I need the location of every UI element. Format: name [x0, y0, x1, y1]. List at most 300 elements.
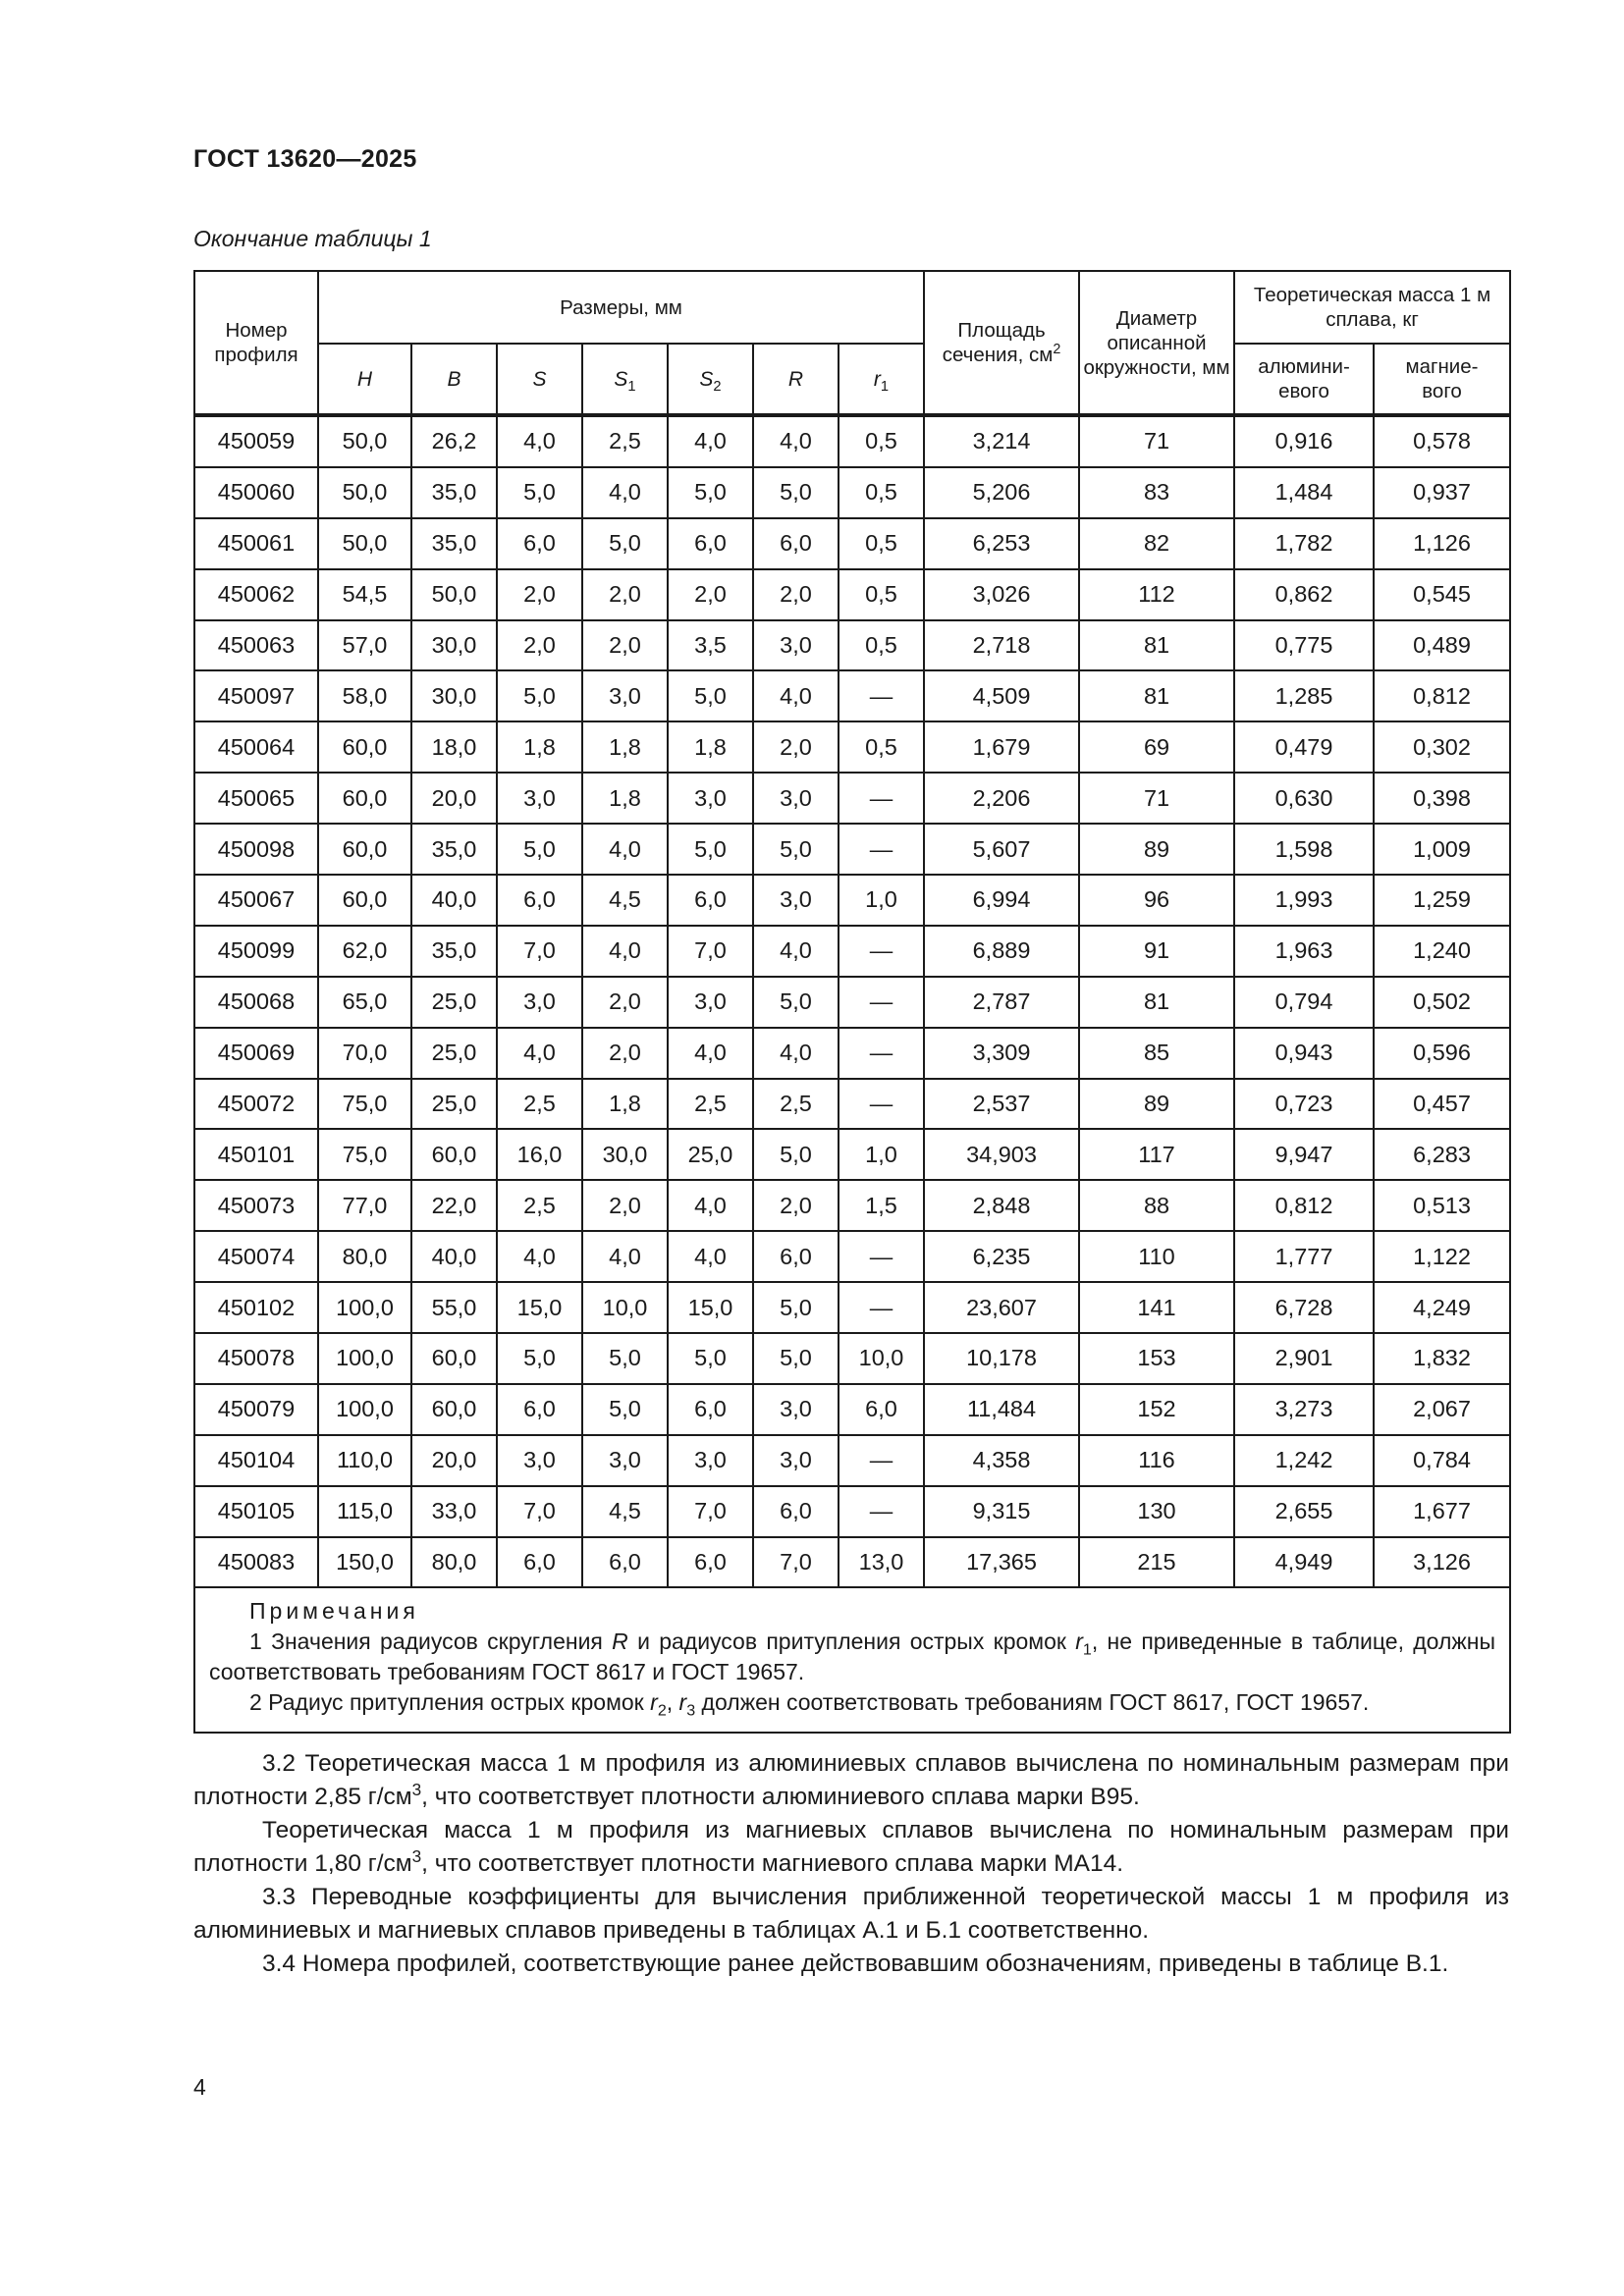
table-cell: 4,0	[582, 467, 668, 518]
table-cell: 130	[1079, 1486, 1234, 1537]
table-cell: 1,8	[582, 721, 668, 773]
table-cell: 1,8	[668, 721, 753, 773]
table-cell: 117	[1079, 1129, 1234, 1180]
table-cell: 0,513	[1374, 1180, 1510, 1231]
table-cell: 13,0	[839, 1537, 924, 1588]
note-2-separator: ,	[666, 1689, 679, 1716]
table-cell: 60,0	[318, 773, 411, 824]
table-row	[194, 1537, 1510, 1588]
note-1-symbol-r-sub: 1	[1082, 1641, 1092, 1660]
table-cell: 110	[1079, 1231, 1234, 1282]
table-cell: 18,0	[411, 721, 497, 773]
table-cell: 5,0	[753, 467, 839, 518]
table-cell: 450079	[194, 1384, 318, 1435]
table-row	[194, 824, 1510, 875]
header-S1-base: S	[614, 367, 628, 391]
table-cell: 3,0	[753, 1384, 839, 1435]
table-cell: 89	[1079, 824, 1234, 875]
table-cell: 1,963	[1234, 926, 1374, 977]
table-cell: 1,0	[839, 1129, 924, 1180]
header-mass-magnesium: магние- вого	[1374, 344, 1510, 415]
table-cell: 35,0	[411, 824, 497, 875]
table-cell: 82	[1079, 518, 1234, 569]
table-cell: 9,315	[924, 1486, 1079, 1537]
table-cell: 115,0	[318, 1486, 411, 1537]
table-cell: 4,5	[582, 875, 668, 926]
header-dimensions: Размеры, мм	[318, 271, 924, 344]
table-row	[194, 773, 1510, 824]
note-2-part-a: 2 Радиус притупления острых кромок	[249, 1689, 651, 1716]
note-2-symbol-r2-sub: 2	[657, 1702, 667, 1721]
header-mass-aluminium: алюмини- евого	[1234, 344, 1374, 415]
table-cell: 1,484	[1234, 467, 1374, 518]
header-diameter: Диаметр описанной окружности, мм	[1079, 271, 1234, 415]
table-cell: 6,0	[753, 1231, 839, 1282]
table-cell: 450073	[194, 1180, 318, 1231]
table-cell: 6,889	[924, 926, 1079, 977]
header-S2	[668, 344, 753, 415]
paragraph-3-2-part-b: , что соответствует плотности алюминиевого сплава марки В95.	[421, 1784, 1140, 1810]
table-cell: 450099	[194, 926, 318, 977]
table-cell: 1,8	[582, 1079, 668, 1130]
table-cell: 1,009	[1374, 824, 1510, 875]
table-cell: 0,794	[1234, 977, 1374, 1028]
header-H: H	[318, 344, 411, 415]
table-cell: 40,0	[411, 875, 497, 926]
table-cell: 450064	[194, 721, 318, 773]
table-cell: 3,0	[497, 977, 582, 1028]
table-cell: 88	[1079, 1180, 1234, 1231]
table-cell: 0,578	[1374, 415, 1510, 467]
table-cell: 16,0	[497, 1129, 582, 1180]
header-S1	[582, 344, 668, 415]
table-cell: —	[839, 824, 924, 875]
table-cell: 2,0	[753, 1180, 839, 1231]
table-cell: 6,0	[497, 518, 582, 569]
table-cell: 0,812	[1374, 670, 1510, 721]
table-cell: 50,0	[318, 415, 411, 467]
table-cell: 110,0	[318, 1435, 411, 1486]
table-cell: 2,5	[668, 1079, 753, 1130]
table-cell: 77,0	[318, 1180, 411, 1231]
note-1-part-c: , не приведенные в таблице, должны соответствовать требованиям ГОСТ 8617 и ГОСТ 19657.	[209, 1629, 1495, 1685]
table-cell: 3,0	[582, 670, 668, 721]
table-cell: 450063	[194, 620, 318, 671]
table-cell: 0,5	[839, 620, 924, 671]
table-cell: 85	[1079, 1028, 1234, 1079]
table-cell: 5,0	[582, 1333, 668, 1384]
header-R: R	[753, 344, 839, 415]
table-cell: 0,723	[1234, 1079, 1374, 1130]
table-cell: 5,0	[497, 1333, 582, 1384]
table-cell: 62,0	[318, 926, 411, 977]
table-cell: 0,5	[839, 415, 924, 467]
table-cell: 75,0	[318, 1079, 411, 1130]
header-B: B	[411, 344, 497, 415]
table-cell: 450098	[194, 824, 318, 875]
table-cell: 3,0	[753, 620, 839, 671]
table-cell: 60,0	[318, 721, 411, 773]
table-cell: 450104	[194, 1435, 318, 1486]
table-cell: 6,0	[668, 875, 753, 926]
paragraph-magnesium-mass	[193, 1814, 1509, 1881]
table-cell: 89	[1079, 1079, 1234, 1130]
table-cell: 60,0	[318, 875, 411, 926]
table-cell: 0,775	[1234, 620, 1374, 671]
table-cell: 450062	[194, 569, 318, 620]
table-cell: 4,0	[753, 670, 839, 721]
table-cell: 7,0	[668, 926, 753, 977]
table-cell: 71	[1079, 773, 1234, 824]
table-cell: 0,302	[1374, 721, 1510, 773]
notes-title: Примечания	[249, 1598, 419, 1625]
table-cell: 4,949	[1234, 1537, 1374, 1588]
table-cell: 50,0	[318, 467, 411, 518]
table-cell: 150,0	[318, 1537, 411, 1588]
table-cell: 450059	[194, 415, 318, 467]
table-cell: 83	[1079, 467, 1234, 518]
table-cell: 26,2	[411, 415, 497, 467]
table-cell: 450068	[194, 977, 318, 1028]
table-cell: 75,0	[318, 1129, 411, 1180]
table-cell: 450060	[194, 467, 318, 518]
table-cell: 4,0	[582, 824, 668, 875]
table-cell: 2,0	[497, 569, 582, 620]
table-cell: 0,596	[1374, 1028, 1510, 1079]
table-cell: 4,0	[497, 1028, 582, 1079]
table-cell: 30,0	[582, 1129, 668, 1180]
table-cell: 6,994	[924, 875, 1079, 926]
table-cell: 33,0	[411, 1486, 497, 1537]
table-cell: 5,0	[497, 670, 582, 721]
paragraph-magnesium-sup: 3	[411, 1845, 422, 1866]
table-cell: 10,0	[582, 1282, 668, 1333]
table-cell: —	[839, 926, 924, 977]
table-cell: —	[839, 1028, 924, 1079]
table-cell: 0,784	[1374, 1435, 1510, 1486]
table-cell: 2,206	[924, 773, 1079, 824]
table-row	[194, 1282, 1510, 1333]
header-S2-base: S	[699, 367, 714, 391]
header-area	[924, 271, 1079, 415]
table-cell: —	[839, 1231, 924, 1282]
table-cell: 450067	[194, 875, 318, 926]
table-cell: 81	[1079, 620, 1234, 671]
table-cell: 71	[1079, 415, 1234, 467]
table-cell: 80,0	[318, 1231, 411, 1282]
table-cell: 1,285	[1234, 670, 1374, 721]
note-1	[209, 1627, 1495, 1687]
table-cell: 5,0	[753, 977, 839, 1028]
table-cell: 0,457	[1374, 1079, 1510, 1130]
table-cell: 450083	[194, 1537, 318, 1588]
table-cell: 2,0	[753, 721, 839, 773]
table-cell: 4,0	[668, 415, 753, 467]
table-cell: 4,0	[753, 1028, 839, 1079]
table-cell: 2,848	[924, 1180, 1079, 1231]
table-cell: 11,484	[924, 1384, 1079, 1435]
table-cell: 152	[1079, 1384, 1234, 1435]
table-cell: 5,0	[753, 824, 839, 875]
table-cell: 4,0	[582, 926, 668, 977]
table-body	[194, 415, 1510, 1587]
table-cell: 3,0	[668, 977, 753, 1028]
table-cell: 3,0	[497, 1435, 582, 1486]
table-cell: 3,0	[582, 1435, 668, 1486]
table-cell: 7,0	[668, 1486, 753, 1537]
table-cell: 3,309	[924, 1028, 1079, 1079]
table-cell: 25,0	[668, 1129, 753, 1180]
table-cell: 6,0	[839, 1384, 924, 1435]
table-cell: 5,0	[753, 1129, 839, 1180]
paragraph-magnesium-part-b: , что соответствует плотности магниевого сплава марки МА14.	[421, 1850, 1124, 1877]
table-row	[194, 1231, 1510, 1282]
table-cell: 0,862	[1234, 569, 1374, 620]
table-cell: 6,253	[924, 518, 1079, 569]
table-cell: 3,0	[668, 1435, 753, 1486]
table-row	[194, 721, 1510, 773]
table-cell: 55,0	[411, 1282, 497, 1333]
table-cell: 5,0	[668, 1333, 753, 1384]
table-cell: 35,0	[411, 467, 497, 518]
table-row	[194, 569, 1510, 620]
table-cell: 17,365	[924, 1537, 1079, 1588]
table-cell: 6,0	[497, 1384, 582, 1435]
table-cell: 10,0	[839, 1333, 924, 1384]
note-2	[209, 1687, 1495, 1721]
table-cell: 69	[1079, 721, 1234, 773]
note-2-symbol-r2: r	[650, 1689, 658, 1716]
table-row	[194, 518, 1510, 569]
table-cell: 3,026	[924, 569, 1079, 620]
table-cell: 3,273	[1234, 1384, 1374, 1435]
table-cell: 60,0	[318, 824, 411, 875]
table-cell: 0,5	[839, 467, 924, 518]
table-cell: 450102	[194, 1282, 318, 1333]
table-cell: —	[839, 1282, 924, 1333]
table-cell: 2,0	[497, 620, 582, 671]
table-cell: 5,0	[753, 1282, 839, 1333]
table-cell: 2,0	[753, 569, 839, 620]
page-number: 4	[193, 2074, 206, 2100]
table-row	[194, 1028, 1510, 1079]
table-cell: 81	[1079, 670, 1234, 721]
header-S1-sub: 1	[627, 378, 636, 395]
table-cell: 91	[1079, 926, 1234, 977]
header-r1-sub: 1	[880, 378, 890, 395]
table-cell: 0,398	[1374, 773, 1510, 824]
table-cell: —	[839, 670, 924, 721]
table-cell: —	[839, 773, 924, 824]
table-cell: 30,0	[411, 620, 497, 671]
note-1-part-a: 1 Значения радиусов скругления	[249, 1629, 613, 1655]
note-1-symbol-r: r	[1075, 1629, 1083, 1655]
table-cell: 3,0	[753, 1435, 839, 1486]
table-row	[194, 467, 1510, 518]
table-cell: 0,943	[1234, 1028, 1374, 1079]
table-cell: 1,259	[1374, 875, 1510, 926]
table-cell: 5,607	[924, 824, 1079, 875]
table-row	[194, 1180, 1510, 1231]
table-cell: 450061	[194, 518, 318, 569]
table-cell: 215	[1079, 1537, 1234, 1588]
table-cell: 2,5	[497, 1180, 582, 1231]
table-row	[194, 977, 1510, 1028]
table-cell: 58,0	[318, 670, 411, 721]
table-cell: 153	[1079, 1333, 1234, 1384]
table-cell: 25,0	[411, 977, 497, 1028]
table-cell: 35,0	[411, 926, 497, 977]
table-cell: 2,0	[582, 569, 668, 620]
table-cell: 2,0	[582, 620, 668, 671]
table-cell: 4,0	[668, 1028, 753, 1079]
table-cell: 0,630	[1234, 773, 1374, 824]
table-row	[194, 875, 1510, 926]
table-cell: 1,679	[924, 721, 1079, 773]
table-cell: 25,0	[411, 1079, 497, 1130]
table-cell: 5,206	[924, 467, 1079, 518]
table-cell: 2,718	[924, 620, 1079, 671]
table-cell: 60,0	[411, 1333, 497, 1384]
table-cell: 3,126	[1374, 1537, 1510, 1588]
table-cell: 5,0	[668, 670, 753, 721]
header-S: S	[497, 344, 582, 415]
table-cell: 40,0	[411, 1231, 497, 1282]
table-cell: 4,0	[582, 1231, 668, 1282]
table-cell: 1,782	[1234, 518, 1374, 569]
paragraph-3-2-sup: 3	[411, 1779, 422, 1799]
table-cell: 2,5	[582, 415, 668, 467]
table-cell: 0,5	[839, 518, 924, 569]
table-cell: 4,509	[924, 670, 1079, 721]
table-cell: 450078	[194, 1333, 318, 1384]
table-cell: 5,0	[668, 824, 753, 875]
table-cell: 3,214	[924, 415, 1079, 467]
header-area-sup: 2	[1053, 342, 1061, 358]
table-cell: 5,0	[497, 467, 582, 518]
table-cell: 2,655	[1234, 1486, 1374, 1537]
table-cell: 35,0	[411, 518, 497, 569]
paragraph-3-3: 3.3 Переводные коэффициенты для вычисления приближенной теоретической массы 1 м профиля из алюминиевых и магниевых сплавов приведены в таблицах А.1 и Б.1 соответственно.	[193, 1884, 1509, 1944]
table-cell: 5,0	[582, 1384, 668, 1435]
table-cell: 0,5	[839, 569, 924, 620]
table-cell: 450105	[194, 1486, 318, 1537]
table-cell: 141	[1079, 1282, 1234, 1333]
table-cell: 6,0	[668, 1384, 753, 1435]
table-cell: 4,5	[582, 1486, 668, 1537]
note-1-part-b: и радиусов притупления острых кромок	[627, 1629, 1076, 1655]
table-cell: 1,598	[1234, 824, 1374, 875]
profile-table	[193, 270, 1511, 1734]
table-cell: 1,832	[1374, 1333, 1510, 1384]
table-cell: 0,479	[1234, 721, 1374, 773]
table-cell: 6,0	[582, 1537, 668, 1588]
table-cell: 50,0	[411, 569, 497, 620]
table-cell: 6,0	[753, 1486, 839, 1537]
table-cell: 7,0	[753, 1537, 839, 1588]
table-cell: 4,0	[753, 926, 839, 977]
table-cell: 10,178	[924, 1333, 1079, 1384]
table-cell: 1,126	[1374, 518, 1510, 569]
table-cell: 3,0	[753, 875, 839, 926]
table-cell: 9,947	[1234, 1129, 1374, 1180]
table-cell: 50,0	[318, 518, 411, 569]
table-cell: 1,8	[582, 773, 668, 824]
table-cell: 57,0	[318, 620, 411, 671]
table-cell: —	[839, 977, 924, 1028]
table-row	[194, 415, 1510, 467]
table-cell: —	[839, 1435, 924, 1486]
table-cell: 7,0	[497, 1486, 582, 1537]
table-cell: 23,607	[924, 1282, 1079, 1333]
table-cell: 1,8	[497, 721, 582, 773]
table-cell: 1,5	[839, 1180, 924, 1231]
table-cell: 100,0	[318, 1384, 411, 1435]
table-cell: 450072	[194, 1079, 318, 1130]
table-cell: 80,0	[411, 1537, 497, 1588]
table-row	[194, 1079, 1510, 1130]
table-cell: 0,5	[839, 721, 924, 773]
table-cell: 34,903	[924, 1129, 1079, 1180]
table-cell: 7,0	[497, 926, 582, 977]
header-mass: Теоретическая масса 1 м сплава, кг	[1234, 271, 1510, 344]
table-cell: 25,0	[411, 1028, 497, 1079]
table-cell: 2,067	[1374, 1384, 1510, 1435]
table-cell: 112	[1079, 569, 1234, 620]
table-cell: 4,0	[497, 1231, 582, 1282]
table-notes	[194, 1587, 1510, 1733]
table-cell: 1,122	[1374, 1231, 1510, 1282]
table-cell: 450101	[194, 1129, 318, 1180]
header-r1	[839, 344, 924, 415]
table-cell: 116	[1079, 1435, 1234, 1486]
table-cell: 5,0	[582, 518, 668, 569]
table-cell: 0,489	[1374, 620, 1510, 671]
table-cell: 6,0	[497, 875, 582, 926]
table-cell: 100,0	[318, 1333, 411, 1384]
table-cell: 3,5	[668, 620, 753, 671]
table-cell: 4,358	[924, 1435, 1079, 1486]
table-cell: 0,812	[1234, 1180, 1374, 1231]
table-cell: 2,5	[753, 1079, 839, 1130]
header-S2-sub: 2	[713, 378, 722, 395]
table-row	[194, 1435, 1510, 1486]
table-cell: 450097	[194, 670, 318, 721]
document-header: ГОСТ 13620—2025	[193, 145, 417, 173]
table-caption: Окончание таблицы 1	[193, 226, 432, 251]
table-cell: 2,0	[582, 1180, 668, 1231]
table-cell: 6,283	[1374, 1129, 1510, 1180]
table-cell: 30,0	[411, 670, 497, 721]
table-cell: 54,5	[318, 569, 411, 620]
table-cell: 450074	[194, 1231, 318, 1282]
table-cell: 0,916	[1234, 415, 1374, 467]
table-cell: 1,677	[1374, 1486, 1510, 1537]
paragraph-magnesium-part-a: Теоретическая масса 1 м профиля из магниевых сплавов вычислена по номинальным размерам при плотности 1,80 г/см	[193, 1817, 1509, 1877]
table-cell: 100,0	[318, 1282, 411, 1333]
table-cell: 4,249	[1374, 1282, 1510, 1333]
paragraph-3-4: 3.4 Номера профилей, соответствующие ранее действовавшим обозначениям, приведены в таблице В.1.	[262, 1950, 1449, 1977]
table-cell: 20,0	[411, 773, 497, 824]
table-cell: 6,728	[1234, 1282, 1374, 1333]
table-cell: 65,0	[318, 977, 411, 1028]
table-row	[194, 1333, 1510, 1384]
table-cell: 450065	[194, 773, 318, 824]
table-cell: 6,0	[497, 1537, 582, 1588]
table-cell: 15,0	[668, 1282, 753, 1333]
table-cell: 5,0	[497, 824, 582, 875]
table-cell: 0,502	[1374, 977, 1510, 1028]
